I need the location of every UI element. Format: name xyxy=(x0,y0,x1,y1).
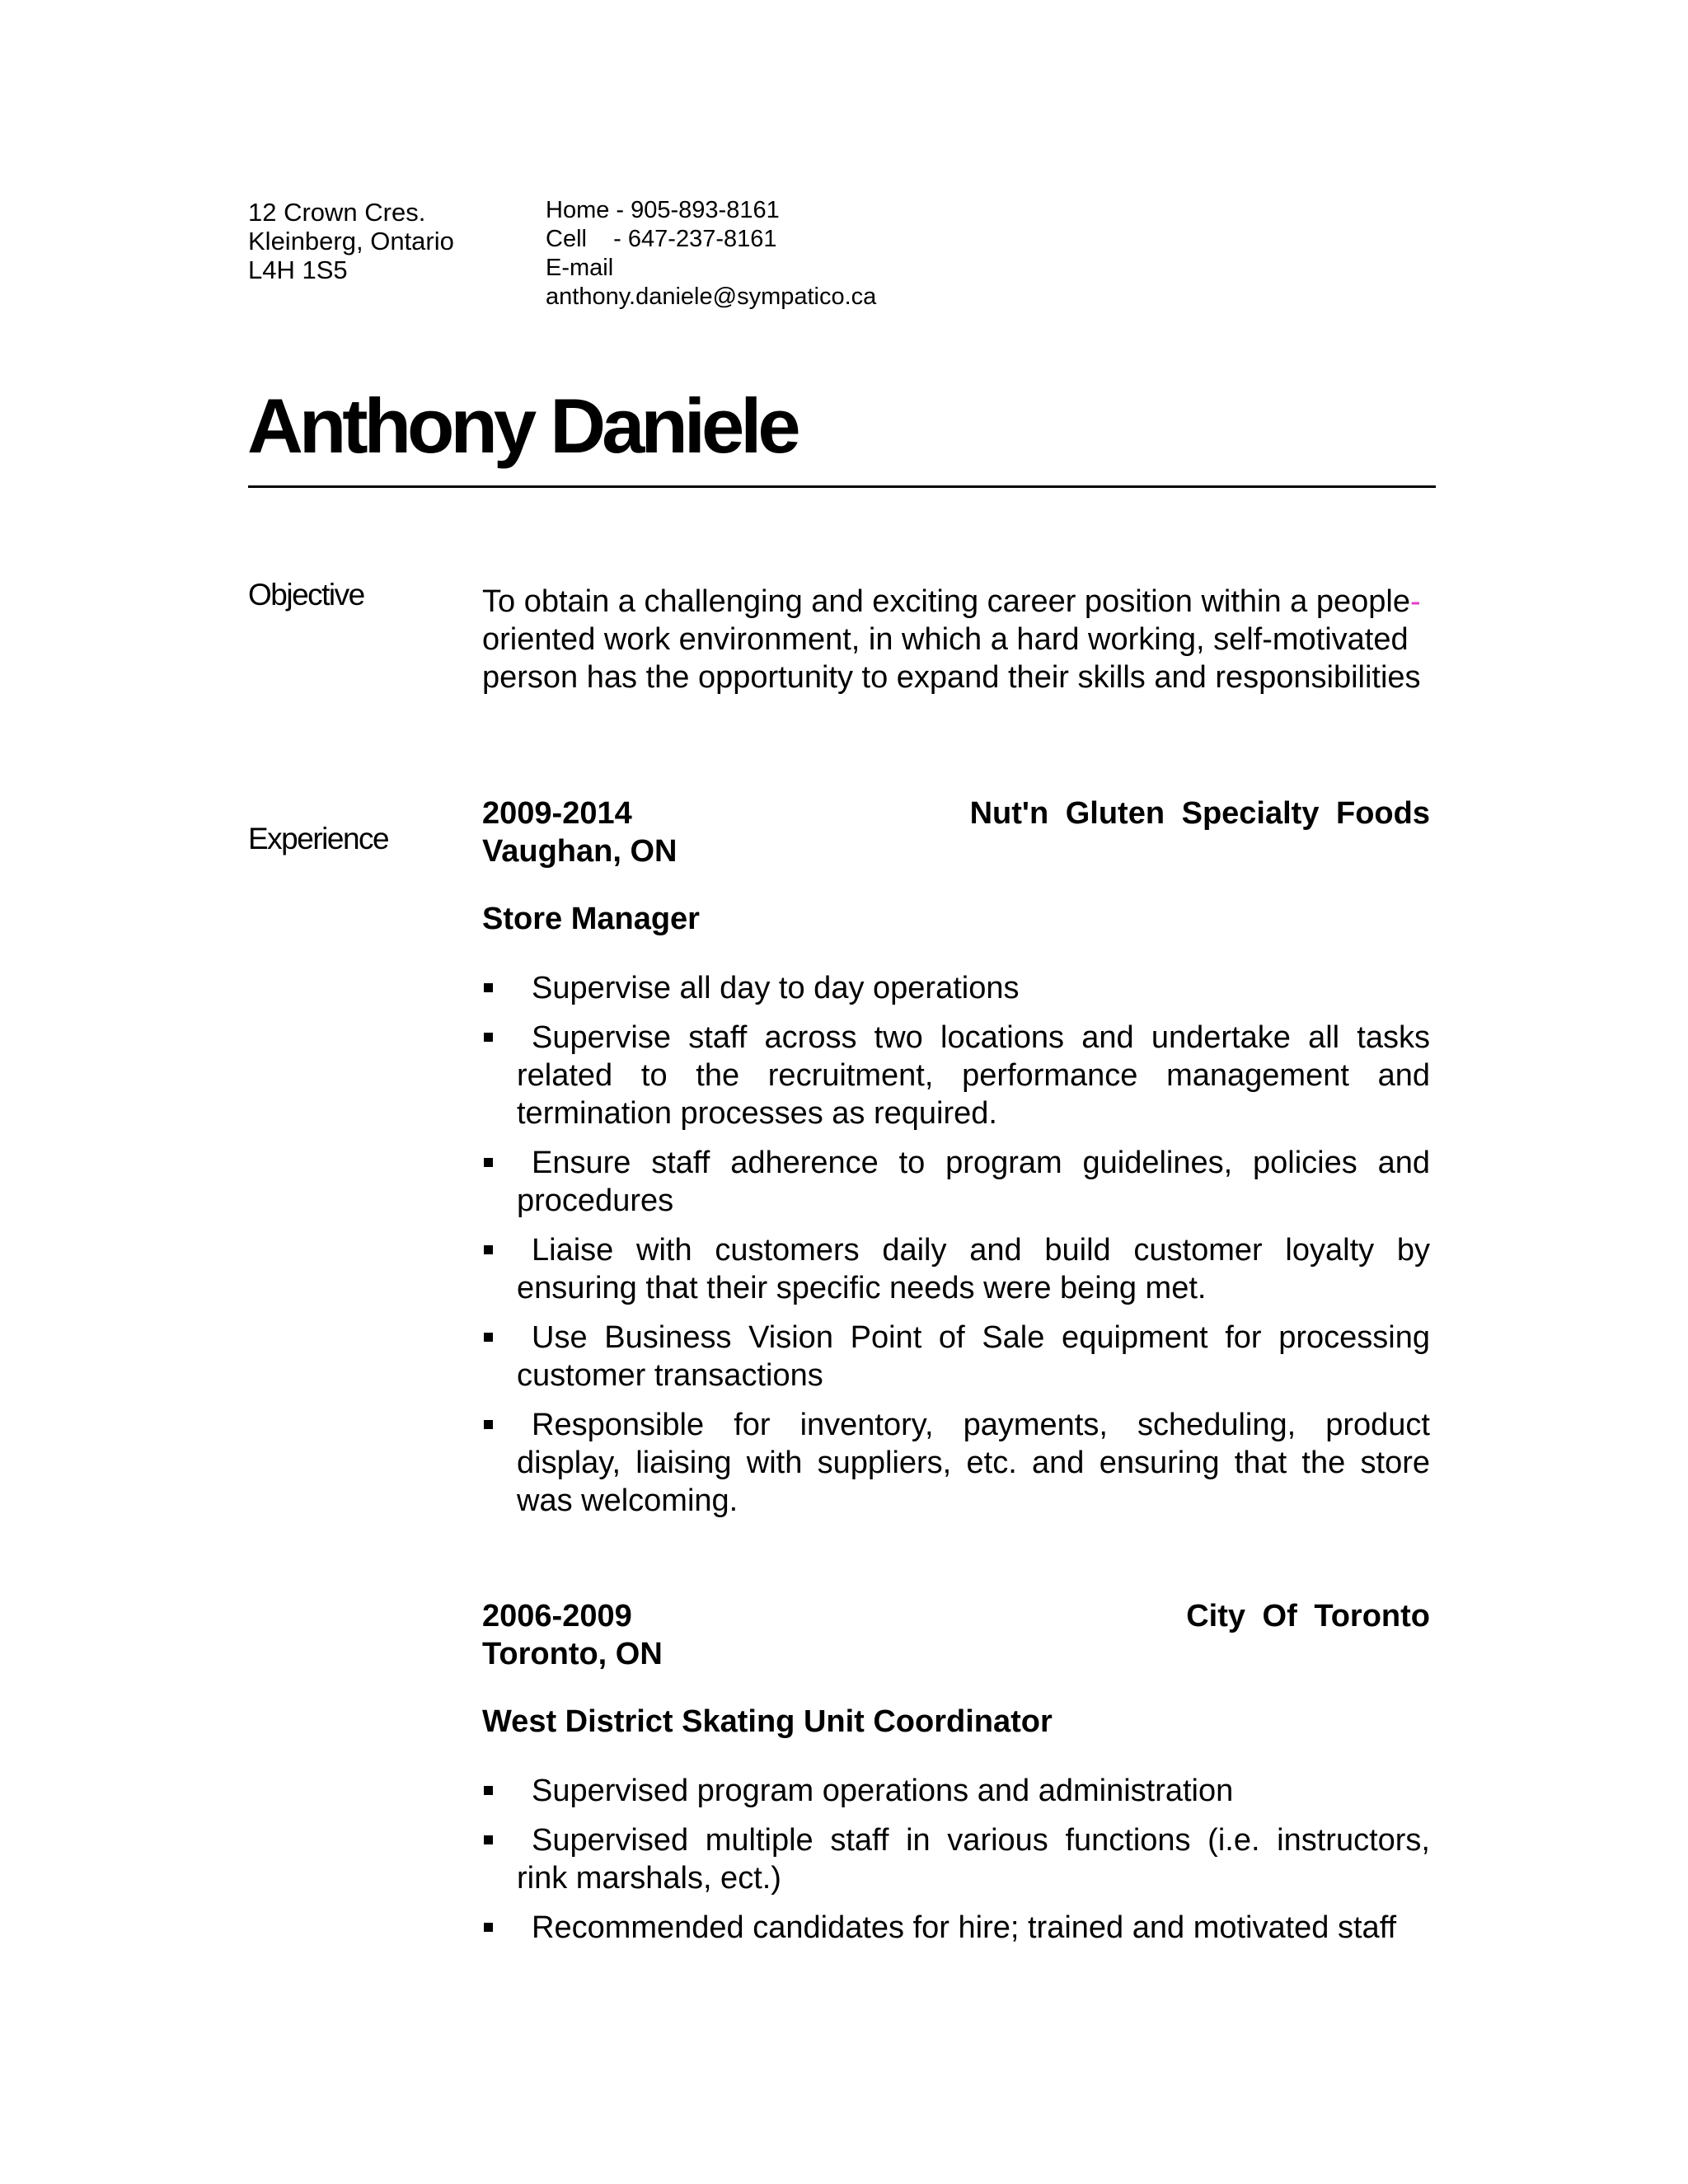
job-employer: Nut'n Gluten Specialty Foods xyxy=(969,796,1430,831)
job-duty xyxy=(482,969,1430,1007)
job-duty xyxy=(482,1319,1430,1394)
bullet-square-icon xyxy=(484,983,493,992)
job-duty xyxy=(482,1821,1430,1897)
job-duty-text: Supervised program operations and administration xyxy=(532,1774,1234,1808)
job-duty-text: Liaise with customers daily and build customer loyalty by ensuring that their specific needs were being met. xyxy=(517,1233,1430,1305)
contact-block xyxy=(546,196,876,312)
contact-email: anthony.daniele@sympatico.ca xyxy=(546,284,877,310)
header-divider xyxy=(248,485,1436,488)
bullet-square-icon xyxy=(484,1158,493,1167)
objective-hyphen: - xyxy=(1409,584,1421,619)
objective-label: Objective xyxy=(248,578,364,612)
job-employer: City Of Toronto xyxy=(1186,1599,1430,1633)
contact-email-label: E-mail xyxy=(546,255,614,281)
job-duty-text: Recommended candidates for hire; trained and motivated staff xyxy=(532,1910,1397,1945)
bullet-square-icon xyxy=(484,1835,493,1844)
job-duty-text: Supervised multiple staff in various functions (i.e. instructors, rink marshals, ect.) xyxy=(517,1823,1430,1896)
job-header xyxy=(482,1597,1430,1673)
job-duties-list xyxy=(482,969,1430,1520)
address-line-city: Kleinberg, Ontario xyxy=(248,227,454,255)
address-line-postal: L4H 1S5 xyxy=(248,255,348,284)
bullet-square-icon xyxy=(484,1420,493,1429)
objective-text xyxy=(482,583,1438,696)
job-duty-text: Responsible for inventory, payments, scheduling, product display, liaising with suppliers, etc. and ensuring that the store was welcoming. xyxy=(517,1408,1430,1518)
job-title: Store Manager xyxy=(482,902,700,936)
bullet-square-icon xyxy=(484,1033,493,1042)
job-entry xyxy=(482,794,1430,1531)
bullet-square-icon xyxy=(484,1333,493,1342)
job-years: 2009-2014 xyxy=(482,796,632,831)
job-years: 2006-2009 xyxy=(482,1599,632,1633)
candidate-name: Anthony Daniele xyxy=(247,382,797,469)
job-duty xyxy=(482,1144,1430,1220)
experience-label: Experience xyxy=(248,822,389,855)
job-entry xyxy=(482,1597,1430,1958)
job-duties-list xyxy=(482,1772,1430,1947)
contact-home-phone: Home - 905-893-8161 xyxy=(546,197,780,223)
objective-text-part2: oriented work environment, in which a hard working, self-motivated person has the opportunity to expand their skills and responsibilities xyxy=(482,622,1421,695)
job-duty-text: Supervise all day to day operations xyxy=(532,971,1020,1005)
job-duty xyxy=(482,1772,1430,1810)
bullet-square-icon xyxy=(484,1923,493,1932)
job-header xyxy=(482,794,1430,870)
job-duty-text: Use Business Vision Point of Sale equipment for processing customer transactions xyxy=(517,1320,1430,1393)
job-duty xyxy=(482,1406,1430,1520)
address-line-street: 12 Crown Cres. xyxy=(248,198,426,227)
address-block xyxy=(248,198,454,284)
job-duty xyxy=(482,1909,1430,1947)
bullet-square-icon xyxy=(484,1786,493,1795)
bullet-square-icon xyxy=(484,1245,493,1254)
job-duty-text: Supervise staff across two locations and undertake all tasks related to the recruitment, performance management and termination processes as required. xyxy=(517,1020,1430,1131)
contact-cell-phone: Cell - 647-237-8161 xyxy=(546,226,777,252)
job-title: West District Skating Unit Coordinator xyxy=(482,1704,1053,1739)
objective-text-part1: To obtain a challenging and exciting career position within a people xyxy=(482,584,1410,619)
job-duty xyxy=(482,1019,1430,1132)
job-duty-text: Ensure staff adherence to program guidelines, policies and procedures xyxy=(517,1146,1430,1218)
job-duty xyxy=(482,1231,1430,1307)
job-location: Toronto, ON xyxy=(482,1637,663,1671)
job-location: Vaughan, ON xyxy=(482,834,678,869)
